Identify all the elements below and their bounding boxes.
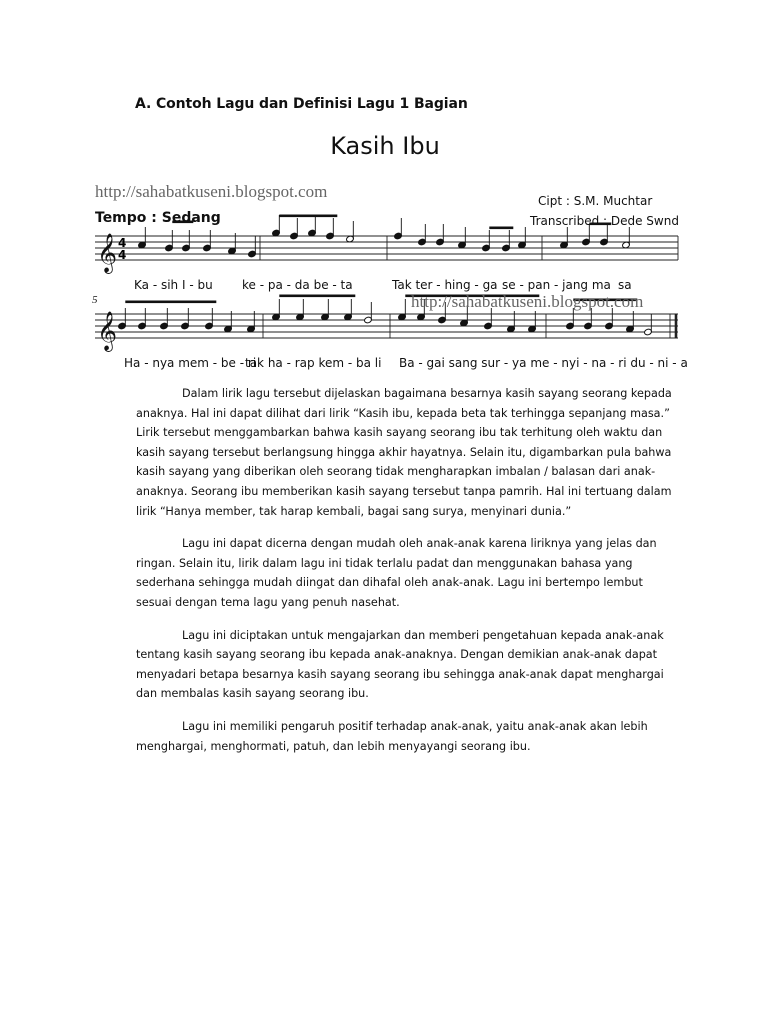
transcriber-credit: Transcribed : Dede Swnd <box>530 214 679 228</box>
time-signature-bottom: 4 <box>118 248 127 262</box>
time-signature-top: 4 <box>118 236 127 250</box>
note-beam <box>279 215 337 218</box>
lyric-phrase: Ha - nya mem - be - ri <box>124 356 257 370</box>
treble-clef-icon: 𝄞 <box>97 233 118 273</box>
section-heading: A. Contoh Lagu dan Definisi Lagu 1 Bagian <box>135 96 468 112</box>
watermark: http://sahabatkuseni.blogspot.com <box>95 182 328 201</box>
note-beam <box>125 301 216 304</box>
paragraph: Lagu ini memiliki pengaruh positif terhadap anak-anak, yaitu anak-anak akan lebih menghargai, menghormati, patuh, dan lebih menyayangi seorang ibu. <box>136 719 648 753</box>
lyrics-line-2 <box>90 356 688 374</box>
tempo-marking: Tempo : Sedang <box>95 210 221 226</box>
lyric-phrase: sa <box>618 278 632 292</box>
paragraph: Lagu ini dapat dicerna dengan mudah oleh anak-anak karena liriknya yang jelas dan ringan. Selain itu, lirik dalam lagu ini tidak terlalu padat dan menggunakan bahasa yang sederhana sehingga mudah diingat dan dihafal oleh anak-anak. Lagu ini bertempo lembut sesuai dengan tema lagu yang penuh nasehat. <box>136 537 657 609</box>
note-beam <box>489 227 513 230</box>
lyric-phrase: ke - pa - da be - ta <box>242 278 353 292</box>
treble-clef-icon: 𝄞 <box>97 311 118 351</box>
measure-number: 5 <box>92 294 98 306</box>
sheet-music <box>90 126 688 374</box>
body-text <box>136 384 682 769</box>
notes <box>118 215 653 336</box>
watermark: http://sahabatkuseni.blogspot.com <box>411 292 644 311</box>
lyric-phrase: se - pan - jang ma <box>502 278 611 292</box>
paragraph: Dalam lirik lagu tersebut dijelaskan bagaimana besarnya kasih sayang seorang kepada anaknya. Hal ini dapat dilihat dari lirik “Kasih ibu, kepada beta tak terhingga sepanjang masa.” Lirik tersebut menggambarkan bahwa kasih sayang seorang ibu tak terhitung oleh waktu dan kasih sayang tersebut berlangsung hingga akhir hayatnya. Selain itu, digambarkan pula bahwa kasih sayang yang diberikan oleh seorang tidak mengharapkan imbalan / balasan dari anak-anaknya. Seorang ibu memberikan kasih sayang tersebut tanpa pamrih. Hal ini tertuang dalam lirik “Hanya member, tak harap kembali, bagai sang surya, menyinari dunia.” <box>136 387 672 518</box>
paragraph: Lagu ini diciptakan untuk mengajarkan dan memberi pengetahuan kepada anak-anak tentang kasih sayang seorang ibu kepada anak-anaknya. Dengan demikian anak-anak dapat menyadari betapa besarnya kasih sayang seorang ibu sehingga anak-anak dapat menghargai dan membalas kasih sayang seorang ibu. <box>136 628 664 701</box>
staff-graphics <box>90 126 680 374</box>
lyric-phrase: Ba - gai sang sur - ya me - nyi - na - ri du - ni - a <box>399 356 688 370</box>
lyric-phrase: Ka - sih I - bu <box>134 278 213 292</box>
lyric-phrase: tak ha - rap kem - ba li <box>245 356 382 370</box>
lyrics-line-1 <box>90 278 680 296</box>
composer-credit: Cipt : S.M. Muchtar <box>538 194 653 208</box>
song-title: Kasih Ibu <box>330 132 440 160</box>
lyric-phrase: Tak ter - hing - ga <box>392 278 498 292</box>
